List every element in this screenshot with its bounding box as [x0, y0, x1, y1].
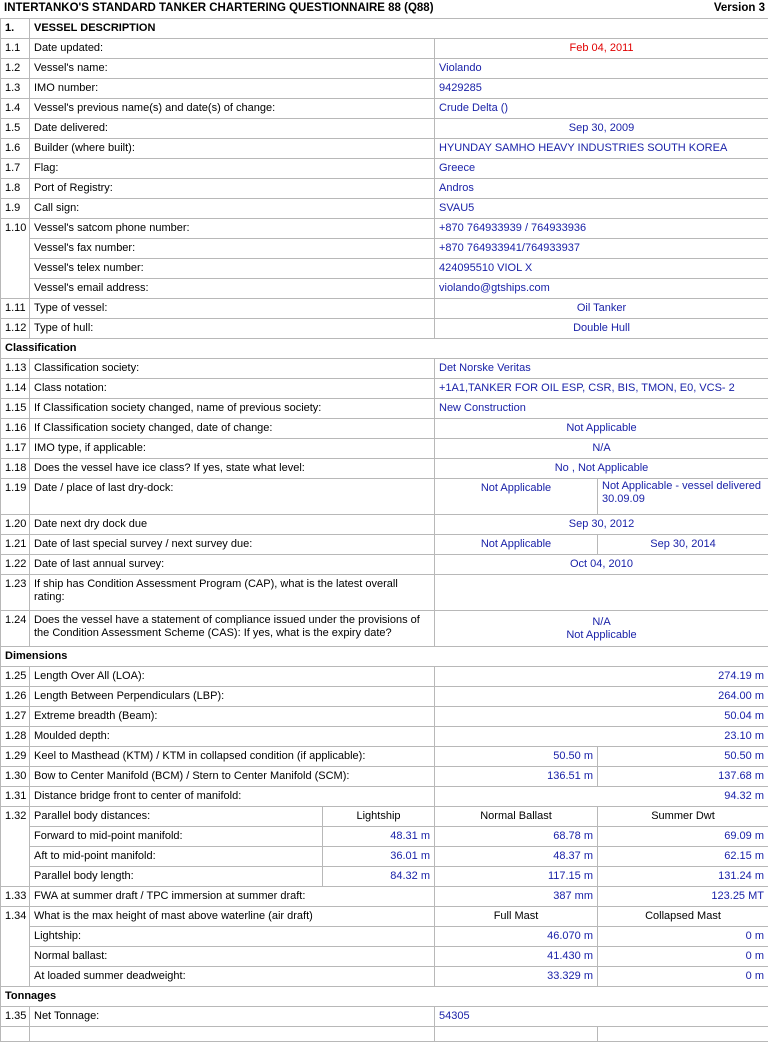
last-annual-survey-value: Oct 04, 2010: [435, 555, 768, 575]
loaded-full-mast-value: 33.329 m: [435, 967, 598, 987]
row-1-28: [1, 727, 768, 747]
last-drydock-date-value: Not Applicable: [435, 479, 598, 515]
row-label: Length Between Perpendiculars (LBP):: [30, 687, 435, 707]
aft-summer-value: 62.15 m: [598, 847, 768, 867]
document-version: Version 3: [714, 2, 765, 14]
row-1-18: [1, 459, 768, 479]
row-1-6: [1, 139, 768, 159]
row-number: 1.29: [1, 747, 30, 767]
row-1-31: [1, 787, 768, 807]
row-label: What is the max height of mast above waterline (air draft): [30, 907, 435, 927]
row-1-19: [1, 479, 768, 515]
subsection-dimensions: [1, 647, 768, 667]
row-label: Parallel body distances:: [30, 807, 323, 827]
satcom-phone-value: +870 764933939 / 764933936: [435, 219, 768, 239]
row-label: Vessel's satcom phone number:: [30, 219, 435, 239]
row-label: Vessel's email address:: [30, 279, 435, 299]
column-header-lightship: Lightship: [323, 807, 435, 827]
row-label: If ship has Condition Assessment Program (CAP), what is the latest overall rating:: [30, 575, 435, 611]
vessel-name-value: Violando: [435, 59, 768, 79]
row-label: Flag:: [30, 159, 435, 179]
row-number: 1.4: [1, 99, 30, 119]
row-1-32: [1, 807, 768, 827]
row-forward-manifold: [1, 827, 768, 847]
row-1-2: [1, 59, 768, 79]
row-1-13: [1, 359, 768, 379]
pbl-lightship-value: 84.32 m: [323, 867, 435, 887]
subsection-tonnages: [1, 987, 768, 1007]
row-1-27: [1, 707, 768, 727]
society-change-date-value: Not Applicable: [435, 419, 768, 439]
row-label: Normal ballast:: [30, 947, 435, 967]
row-1-8: [1, 179, 768, 199]
ktm-collapsed-value: 50.50 m: [598, 747, 768, 767]
row-number: 1.24: [1, 611, 30, 647]
row-label: Moulded depth:: [30, 727, 435, 747]
row-label: Distance bridge front to center of manifold:: [30, 787, 435, 807]
row-air-draft-ballast: [1, 947, 768, 967]
lbp-value: 264.00 m: [435, 687, 768, 707]
row-number: 1.3: [1, 79, 30, 99]
row-label: Keel to Masthead (KTM) / KTM in collapsed condition (if applicable):: [30, 747, 435, 767]
row-telex: [1, 259, 768, 279]
last-drydock-place-value: Not Applicable - vessel delivered 30.09.09: [598, 479, 768, 515]
net-tonnage-value: 54305: [435, 1007, 768, 1027]
loaded-collapsed-value: 0 m: [598, 967, 768, 987]
cas-statement-value: N/A: [439, 616, 764, 629]
row-number: 1.5: [1, 119, 30, 139]
subsection-classification: [1, 339, 768, 359]
row-number: 1.23: [1, 575, 30, 611]
column-header-summer-dwt: Summer Dwt: [598, 807, 768, 827]
row-1-30: [1, 767, 768, 787]
loa-value: 274.19 m: [435, 667, 768, 687]
column-header-collapsed-mast: Collapsed Mast: [598, 907, 768, 927]
row-1-7: [1, 159, 768, 179]
lightship-collapsed-value: 0 m: [598, 927, 768, 947]
lightship-full-mast-value: 46.070 m: [435, 927, 598, 947]
subsection-title: Classification: [1, 339, 768, 359]
row-label: Classification society:: [30, 359, 435, 379]
row-number: 1.8: [1, 179, 30, 199]
row-1-5: [1, 119, 768, 139]
bcm-value: 136.51 m: [435, 767, 598, 787]
row-label: Net Tonnage:: [30, 1007, 435, 1027]
row-1-10: [1, 219, 768, 239]
column-header-normal-ballast: Normal Ballast: [435, 807, 598, 827]
subsection-title: Dimensions: [1, 647, 768, 667]
row-1-15: [1, 399, 768, 419]
row-label: Forward to mid-point manifold:: [30, 827, 323, 847]
row-number: 1.35: [1, 1007, 30, 1027]
ballast-collapsed-value: 0 m: [598, 947, 768, 967]
row-number: 1.21: [1, 535, 30, 555]
row-label: Date updated:: [30, 39, 435, 59]
row-number: 1.25: [1, 667, 30, 687]
bridge-to-manifold-value: 94.32 m: [435, 787, 768, 807]
scm-value: 137.68 m: [598, 767, 768, 787]
row-number: 1.2: [1, 59, 30, 79]
date-updated-value: Feb 04, 2011: [435, 39, 768, 59]
row-label: Aft to mid-point manifold:: [30, 847, 323, 867]
pbl-summer-value: 131.24 m: [598, 867, 768, 887]
cas-expiry-value: Not Applicable: [439, 629, 764, 642]
row-number: 1.7: [1, 159, 30, 179]
fwd-lightship-value: 48.31 m: [323, 827, 435, 847]
email-value: violando@gtships.com: [435, 279, 768, 299]
row-label: Date / place of last dry-dock:: [30, 479, 435, 515]
row-number: 1.13: [1, 359, 30, 379]
hull-type-value: Double Hull: [435, 319, 768, 339]
row-number: 1.32: [1, 807, 30, 827]
row-label: FWA at summer draft / TPC immersion at summer draft:: [30, 887, 435, 907]
last-special-survey-value: Not Applicable: [435, 535, 598, 555]
row-label: IMO type, if applicable:: [30, 439, 435, 459]
row-email: [1, 279, 768, 299]
imo-number-value: 9429285: [435, 79, 768, 99]
document-header: [0, 0, 768, 18]
call-sign-value: SVAU5: [435, 199, 768, 219]
pbl-ballast-value: 117.15 m: [435, 867, 598, 887]
row-label: IMO number:: [30, 79, 435, 99]
row-label: Vessel's previous name(s) and date(s) of change:: [30, 99, 435, 119]
row-label: Date of last annual survey:: [30, 555, 435, 575]
class-society-value: Det Norske Veritas: [435, 359, 768, 379]
row-number: 1.16: [1, 419, 30, 439]
row-1-3: [1, 79, 768, 99]
section-number: 1.: [1, 19, 30, 39]
row-label: Parallel body length:: [30, 867, 323, 887]
row-1-29: [1, 747, 768, 767]
row-air-draft-lightship: [1, 927, 768, 947]
row-label: Date next dry dock due: [30, 515, 435, 535]
row-label: At loaded summer deadweight:: [30, 967, 435, 987]
fwd-ballast-value: 68.78 m: [435, 827, 598, 847]
row-1-4: [1, 99, 768, 119]
document-title: INTERTANKO'S STANDARD TANKER CHARTERING QUESTIONNAIRE 88 (Q88): [4, 2, 434, 14]
next-survey-due-value: Sep 30, 2014: [598, 535, 768, 555]
row-1-22: [1, 555, 768, 575]
aft-ballast-value: 48.37 m: [435, 847, 598, 867]
row-1-1: [1, 39, 768, 59]
row-number: 1.11: [1, 299, 30, 319]
row-label: Type of vessel:: [30, 299, 435, 319]
row-1-26: [1, 687, 768, 707]
date-delivered-value: Sep 30, 2009: [435, 119, 768, 139]
port-of-registry-value: Andros: [435, 179, 768, 199]
row-number: 1.10: [1, 219, 30, 239]
row-number: 1.34: [1, 907, 30, 927]
aft-lightship-value: 36.01 m: [323, 847, 435, 867]
builder-value: HYUNDAY SAMHO HEAVY INDUSTRIES SOUTH KOREA: [435, 139, 768, 159]
row-number: 1.22: [1, 555, 30, 575]
row-label: Vessel's telex number:: [30, 259, 435, 279]
fwa-value: 387 mm: [435, 887, 598, 907]
fwd-summer-value: 69.09 m: [598, 827, 768, 847]
previous-name-value: Crude Delta (): [435, 99, 768, 119]
row-label: Call sign:: [30, 199, 435, 219]
row-number: 1.17: [1, 439, 30, 459]
row-aft-manifold: [1, 847, 768, 867]
column-header-full-mast: Full Mast: [435, 907, 598, 927]
row-1-24: [1, 611, 768, 647]
row-number: 1.14: [1, 379, 30, 399]
row-label: Extreme breadth (Beam):: [30, 707, 435, 727]
section-row: [1, 19, 768, 39]
row-number: 1.31: [1, 787, 30, 807]
row-1-20: [1, 515, 768, 535]
row-1-16: [1, 419, 768, 439]
row-number: 1.30: [1, 767, 30, 787]
tpc-value: 123.25 MT: [598, 887, 768, 907]
row-1-17: [1, 439, 768, 459]
cap-rating-value: [435, 575, 768, 611]
row-number: 1.1: [1, 39, 30, 59]
row-label: Port of Registry:: [30, 179, 435, 199]
row-1-11: [1, 299, 768, 319]
flag-value: Greece: [435, 159, 768, 179]
row-label: Length Over All (LOA):: [30, 667, 435, 687]
row-1-14: [1, 379, 768, 399]
row-number: 1.12: [1, 319, 30, 339]
row-1-34: [1, 907, 768, 927]
row-number: 1.15: [1, 399, 30, 419]
row-1-25: [1, 667, 768, 687]
telex-value: 424095510 VIOL X: [435, 259, 768, 279]
row-label: Does the vessel have a statement of compliance issued under the provisions of the Condition Assessment Scheme (CAS): If yes, what is the expiry date?: [30, 611, 435, 647]
row-label: Type of hull:: [30, 319, 435, 339]
ballast-full-mast-value: 41.430 m: [435, 947, 598, 967]
row-1-33: [1, 887, 768, 907]
section-title: VESSEL DESCRIPTION: [30, 19, 768, 39]
row-number: 1.33: [1, 887, 30, 907]
vessel-type-value: Oil Tanker: [435, 299, 768, 319]
row-1-9: [1, 199, 768, 219]
ice-class-value: No , Not Applicable: [435, 459, 768, 479]
subsection-title: Tonnages: [1, 987, 768, 1007]
beam-value: 50.04 m: [435, 707, 768, 727]
imo-type-value: N/A: [435, 439, 768, 459]
ktm-value: 50.50 m: [435, 747, 598, 767]
row-number: 1.9: [1, 199, 30, 219]
row-label: Builder (where built):: [30, 139, 435, 159]
row-number: 1.27: [1, 707, 30, 727]
class-notation-value: +1A1,TANKER FOR OIL ESP, CSR, BIS, TMON, E0, VCS- 2: [435, 379, 768, 399]
row-fax: [1, 239, 768, 259]
row-number: 1.18: [1, 459, 30, 479]
moulded-depth-value: 23.10 m: [435, 727, 768, 747]
row-label: Class notation:: [30, 379, 435, 399]
row-number: 1.6: [1, 139, 30, 159]
row-label: Vessel's name:: [30, 59, 435, 79]
row-number: 1.28: [1, 727, 30, 747]
row-number: 1.26: [1, 687, 30, 707]
fax-value: +870 764933941/764933937: [435, 239, 768, 259]
row-label: Vessel's fax number:: [30, 239, 435, 259]
row-air-draft-loaded: [1, 967, 768, 987]
row-partial: [1, 1027, 768, 1042]
row-label: Date of last special survey / next survey due:: [30, 535, 435, 555]
row-label: Bow to Center Manifold (BCM) / Stern to Center Manifold (SCM):: [30, 767, 435, 787]
row-1-21: [1, 535, 768, 555]
previous-society-value: New Construction: [435, 399, 768, 419]
next-drydock-value: Sep 30, 2012: [435, 515, 768, 535]
row-1-23: [1, 575, 768, 611]
questionnaire-table: [0, 18, 768, 1042]
row-number: 1.20: [1, 515, 30, 535]
row-label: Date delivered:: [30, 119, 435, 139]
row-label: If Classification society changed, date of change:: [30, 419, 435, 439]
row-number: 1.19: [1, 479, 30, 515]
row-parallel-body-length: [1, 867, 768, 887]
row-1-12: [1, 319, 768, 339]
row-label: If Classification society changed, name of previous society:: [30, 399, 435, 419]
row-label: Lightship:: [30, 927, 435, 947]
row-label: Does the vessel have ice class? If yes, state what level:: [30, 459, 435, 479]
